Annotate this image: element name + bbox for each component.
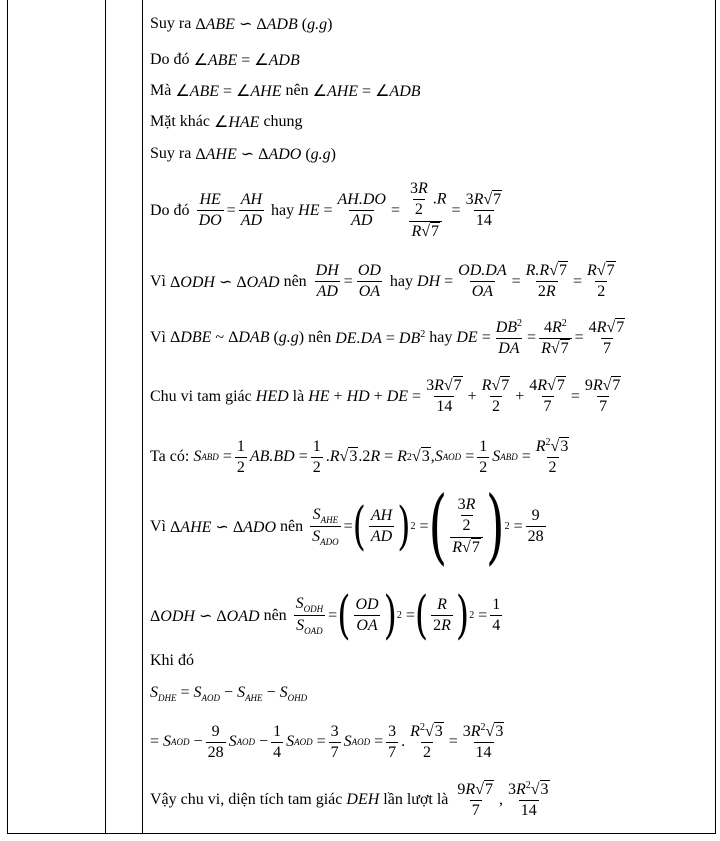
solution-line-3 xyxy=(150,81,421,101)
fraction: $\frac{3R}{2}$ .R R√7 xyxy=(409,180,447,240)
fraction: $\frac{9R√7}{7}$ xyxy=(584,377,621,416)
math-angle-equal: ∠ABE = ∠AHE xyxy=(175,83,282,100)
fraction: $\frac{AH.DO}{AD}$ xyxy=(337,190,386,230)
fraction: $\frac{HE}{DO}$ xyxy=(198,190,222,230)
solution-line-4 xyxy=(150,112,303,132)
connector-word: nên xyxy=(285,82,309,99)
line-prefix: Vậy chu vi, diện tích tam giác xyxy=(150,791,343,809)
line-prefix: Mà xyxy=(150,82,172,99)
solution-line-10: Ta có: S ABD = $\frac{1}{2}$ AB.BD = $\frac{1}{2}$ . R √3 .2 R = R 2 √3 , S AOD = $\frac{1}{2}$ S ABD = $\frac{R^2√3}{2}$ xyxy=(150,437,574,478)
line-prefix: Suy ra xyxy=(150,15,192,32)
fraction: $\frac{S_{ODH}}{S_{OAD}}$ xyxy=(295,595,324,637)
fraction: $\frac{R^2√3}{2}$ xyxy=(410,722,443,762)
line-prefix: Ta có: xyxy=(150,448,190,466)
fraction: $\frac{S_{AHE}}{S_{ADO}}$ xyxy=(312,505,339,548)
math-similar-odh-oad: ΔODH ∽ ΔOAD xyxy=(150,607,260,625)
math-similar-ahe-ado: ΔAHE ∽ ΔADO xyxy=(170,518,276,536)
table-frame xyxy=(7,0,716,834)
solution-line-8: Vì ΔDBE ~ ΔDAB (g.g) nên $DE.DA = DB^2$ hay DE = $\frac{DB^2}{DA}$ = $\frac{4R^2}{R√7}$ = $\frac{4R√7}{7}$ xyxy=(150,318,630,359)
fraction: $\frac{DH}{AD}$ xyxy=(315,262,339,301)
math-similar-dbe-dab: ΔDBE ~ ΔDAB (g.g) xyxy=(170,329,305,347)
connector-word: là xyxy=(292,387,305,405)
solution-line-12: ΔODH ∽ ΔOAD nên $\frac{S_{ODH}}{S_{OAD}}$ = ( $\frac{OD}{OA}$ ) 2 = ( $\frac{R}{2R}$ ) 2 = $\frac{1}{4}$ xyxy=(150,585,501,646)
fraction: $\frac{3}{7}$ xyxy=(330,722,339,761)
connector-word: nên xyxy=(263,606,287,624)
fraction: $\frac{3}{7}$ xyxy=(388,722,397,761)
math-area-formula: $S_{DHE} = S_{AOD} - S_{AHE} - S_{OHD}$ xyxy=(150,684,308,703)
fraction: $\frac{9R√7}{7}$ xyxy=(457,780,493,819)
column-divider xyxy=(105,0,106,833)
connector-word: hay xyxy=(389,272,414,290)
fraction: $\frac{1}{4}$ xyxy=(492,595,501,635)
line-prefix: Do đó xyxy=(150,201,190,219)
math-angle-equal: ∠ABE = ∠ADB xyxy=(193,52,300,69)
fraction: $\frac{4R√7}{7}$ xyxy=(588,318,625,357)
line-prefix: Vì xyxy=(150,272,166,290)
solution-line-9: Chu vi tam giác HED là HE + HD + DE = $\frac{3R√7}{14}$ + $\frac{R√7}{2}$ + $\frac{4R√7}{7}$ = $\frac{9R√7}{7}$ xyxy=(150,377,626,417)
line-prefix: Khi đó xyxy=(150,652,194,669)
line-prefix: Mặt khác xyxy=(150,113,210,130)
solution-line-16: Vậy chu vi, diện tích tam giác DEH lần lượt là $\frac{9R√7}{7}$ , $\frac{3R^2√3}{14}$ xyxy=(150,780,555,821)
math-angle-equal: ∠AHE = ∠ADB xyxy=(312,83,421,100)
solution-line-13 xyxy=(150,652,194,670)
solution-line-6: Do đó $\frac{HE}{DO}$ = $\frac{AH}{AD}$ hay HE = $\frac{AH.DO}{AD}$ = $\frac{3R}{2}$ .R R√7 = $\frac{3R√7}{14}$ xyxy=(150,180,507,241)
column-divider xyxy=(142,0,143,833)
fraction: $\frac{1}{2}$ xyxy=(312,437,321,476)
solution-line-2 xyxy=(150,50,300,70)
connector-word: nên xyxy=(283,272,307,290)
fraction: $\frac{AH}{AD}$ xyxy=(240,190,263,230)
fraction: $\frac{3R√7}{14}$ xyxy=(465,190,502,230)
fraction: $\frac{1}{2}$ xyxy=(236,437,245,476)
fraction: $\frac{OD}{OA}$ xyxy=(357,262,381,301)
fraction: $\frac{4R^2}{R√7}$ xyxy=(539,318,572,359)
connector-word: lần lượt là xyxy=(383,791,449,809)
fraction: $\frac{3R^2√3}{14}$ xyxy=(507,780,549,820)
solution-line-15: = S AOD − $\frac{9}{28}$ S AOD − $\frac{1}{4}$ S AOD = $\frac{3}{7}$ S AOD = $\frac{3}{7}$ . $\frac{R^2√3}{2}$ = $\frac{3R^2√3}{14}$ xyxy=(150,722,509,763)
math-similar-odh-oad: ΔODH ∽ ΔOAD xyxy=(170,273,280,291)
line-prefix: Do đó xyxy=(150,51,190,68)
line-prefix: Vì xyxy=(150,329,166,347)
math-product: $DE.DA = DB^2$ xyxy=(335,328,426,347)
fraction: $\frac{1}{4}$ xyxy=(273,722,282,761)
solution-line-5 xyxy=(150,144,336,164)
fraction: $\frac{R.R√7}{2R}$ xyxy=(525,262,567,301)
math-angle: ∠HAE xyxy=(213,114,260,131)
solution-line-7: Vì ΔODH ∽ ΔOAD nên $\frac{DH}{AD}$ = $\frac{OD}{OA}$ hay DH = $\frac{OD.DA}{OA}$ = $\frac{R.R√7}{2R}$ = $\frac{R√7}{2}$ xyxy=(150,262,621,302)
math-similar-ahe-ado: ΔAHE ∽ ΔADO (g.g) xyxy=(195,146,336,163)
solution-line-11: Vì ΔAHE ∽ ΔADO nên $\frac{S_{AHE}}{S_{ADO}}$ = ( $\frac{AH}{AD}$ ) 2 = ( $\frac{\frac{3R}{2}}{R√7}$ ) 2 = $\frac{9}{28}$ xyxy=(150,478,544,575)
connector-word: nên xyxy=(308,329,332,347)
fraction: $\frac{\frac{3R}{2}}{R√7}$ xyxy=(450,496,483,557)
triangle-name: DEH xyxy=(346,791,380,809)
solution-line-1 xyxy=(150,14,332,34)
line-prefix: Suy ra xyxy=(150,145,192,162)
fraction: $\frac{DB^2}{DA}$ xyxy=(495,318,523,358)
fraction: $\frac{3R^2√3}{14}$ xyxy=(462,722,504,762)
fraction: $\frac{R√7}{2}$ xyxy=(587,262,615,301)
fraction: $\frac{R^2√3}{2}$ xyxy=(535,437,569,477)
fraction: $\frac{9}{28}$ xyxy=(207,722,224,761)
fraction: $\frac{4R√7}{7}$ xyxy=(529,377,565,416)
fraction: $\frac{OD.DA}{OA}$ xyxy=(458,262,507,301)
connector-word: hay xyxy=(271,201,295,219)
solution-line-14 xyxy=(150,684,307,703)
fraction: $\frac{3R√7}{14}$ xyxy=(426,377,462,416)
fraction: $\frac{1}{2}$ xyxy=(479,437,488,476)
line-prefix: Vì xyxy=(150,517,166,535)
line-suffix: chung xyxy=(263,113,303,130)
triangle-name: HED xyxy=(255,387,289,405)
fraction: $\frac{R√7}{2}$ xyxy=(481,377,510,416)
math-similar-abe-adb: ΔABE ∽ ΔADB (g.g) xyxy=(195,16,333,33)
connector-word: hay xyxy=(429,329,453,347)
fraction: $\frac{9}{28}$ xyxy=(527,506,544,546)
connector-word: nên xyxy=(280,517,304,535)
line-prefix: Chu vi tam giác xyxy=(150,387,252,405)
